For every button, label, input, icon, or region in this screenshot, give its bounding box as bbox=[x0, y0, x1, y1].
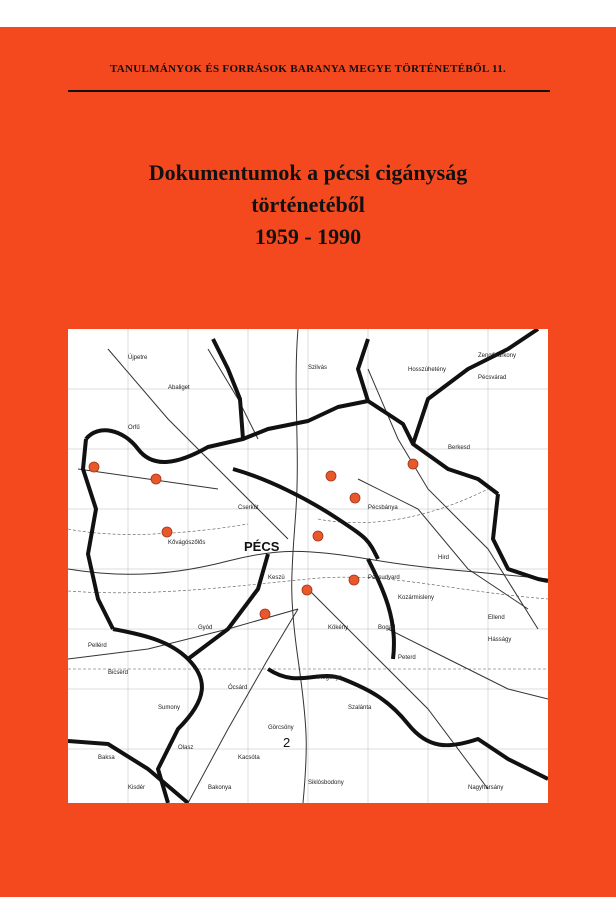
map-label: Cserkút bbox=[238, 505, 259, 511]
title-line-3-years: 1959 - 1990 bbox=[254, 224, 362, 249]
map-marker bbox=[349, 575, 359, 585]
map-marker bbox=[89, 462, 99, 472]
header-rule bbox=[68, 90, 550, 92]
map-image bbox=[68, 329, 548, 803]
map-marker bbox=[408, 459, 418, 469]
map-svg bbox=[68, 329, 548, 803]
book-title bbox=[0, 157, 616, 253]
map-marker bbox=[313, 531, 323, 541]
map-label: Keszü bbox=[268, 575, 285, 581]
map-label: Kökény bbox=[328, 625, 349, 631]
map-marker bbox=[260, 609, 270, 619]
map-label: Abaliget bbox=[168, 385, 190, 391]
map-label: Ellend bbox=[488, 615, 505, 621]
series-title: TANULMÁNYOK ÉS FORRÁSOK BARANYA MEGYE TÖRTÉNETÉBŐL 11. bbox=[109, 63, 507, 75]
map-label: Pellérd bbox=[88, 643, 107, 649]
title-line-2: történetéből bbox=[251, 192, 365, 217]
map-label: Pécsvárad bbox=[478, 375, 507, 381]
map-label: Bogád bbox=[378, 625, 396, 631]
map-label: Zengővárkony bbox=[478, 353, 517, 359]
map-label: Szilvás bbox=[308, 365, 328, 371]
map-label: Kővágószőlős bbox=[168, 540, 206, 546]
map-label: Kacsóta bbox=[238, 755, 260, 761]
map-label: Újpetre bbox=[128, 355, 148, 361]
book-cover bbox=[0, 27, 616, 897]
map-marker bbox=[151, 474, 161, 484]
map-label: Hosszúhetény bbox=[408, 367, 447, 373]
map-label: Berkesd bbox=[448, 445, 471, 451]
map-label: Hird bbox=[438, 555, 450, 561]
map-place-labels bbox=[88, 353, 516, 791]
map-marker bbox=[302, 585, 312, 595]
map-label: Nagyharsány bbox=[468, 785, 504, 791]
map-label: Kisdér bbox=[128, 785, 146, 791]
map-label: Sumony bbox=[158, 705, 181, 711]
map-label: Görcsöny bbox=[268, 725, 294, 731]
map-label: Hásságy bbox=[488, 637, 512, 643]
map-label: Bakonya bbox=[208, 785, 232, 791]
map-label: Bicsérd bbox=[108, 670, 129, 676]
map-label: Siklósbodony bbox=[308, 780, 344, 786]
map-label: Gyód bbox=[198, 625, 213, 631]
map-label: Pécsudvard bbox=[368, 575, 400, 581]
map-marker bbox=[162, 527, 172, 537]
map-label: Ócsárd bbox=[228, 685, 248, 691]
map-label: Szalánta bbox=[348, 705, 372, 711]
map-label: Kozármisleny bbox=[398, 595, 435, 601]
map-label: Olasz bbox=[178, 745, 194, 751]
map-label: Pécsbánya bbox=[368, 505, 398, 511]
title-line-1: Dokumentumok a pécsi cigányság bbox=[148, 160, 468, 185]
map-city-label: PÉCS bbox=[244, 539, 280, 554]
map-label: Regenye bbox=[318, 675, 343, 681]
map-label: Orfű bbox=[128, 425, 140, 431]
map-label: Peterd bbox=[398, 655, 416, 661]
map-marker bbox=[350, 493, 360, 503]
map-grid bbox=[68, 329, 548, 803]
map-label: Baksa bbox=[98, 755, 115, 761]
map-district-number: 2 bbox=[283, 735, 291, 750]
map-marker bbox=[326, 471, 336, 481]
